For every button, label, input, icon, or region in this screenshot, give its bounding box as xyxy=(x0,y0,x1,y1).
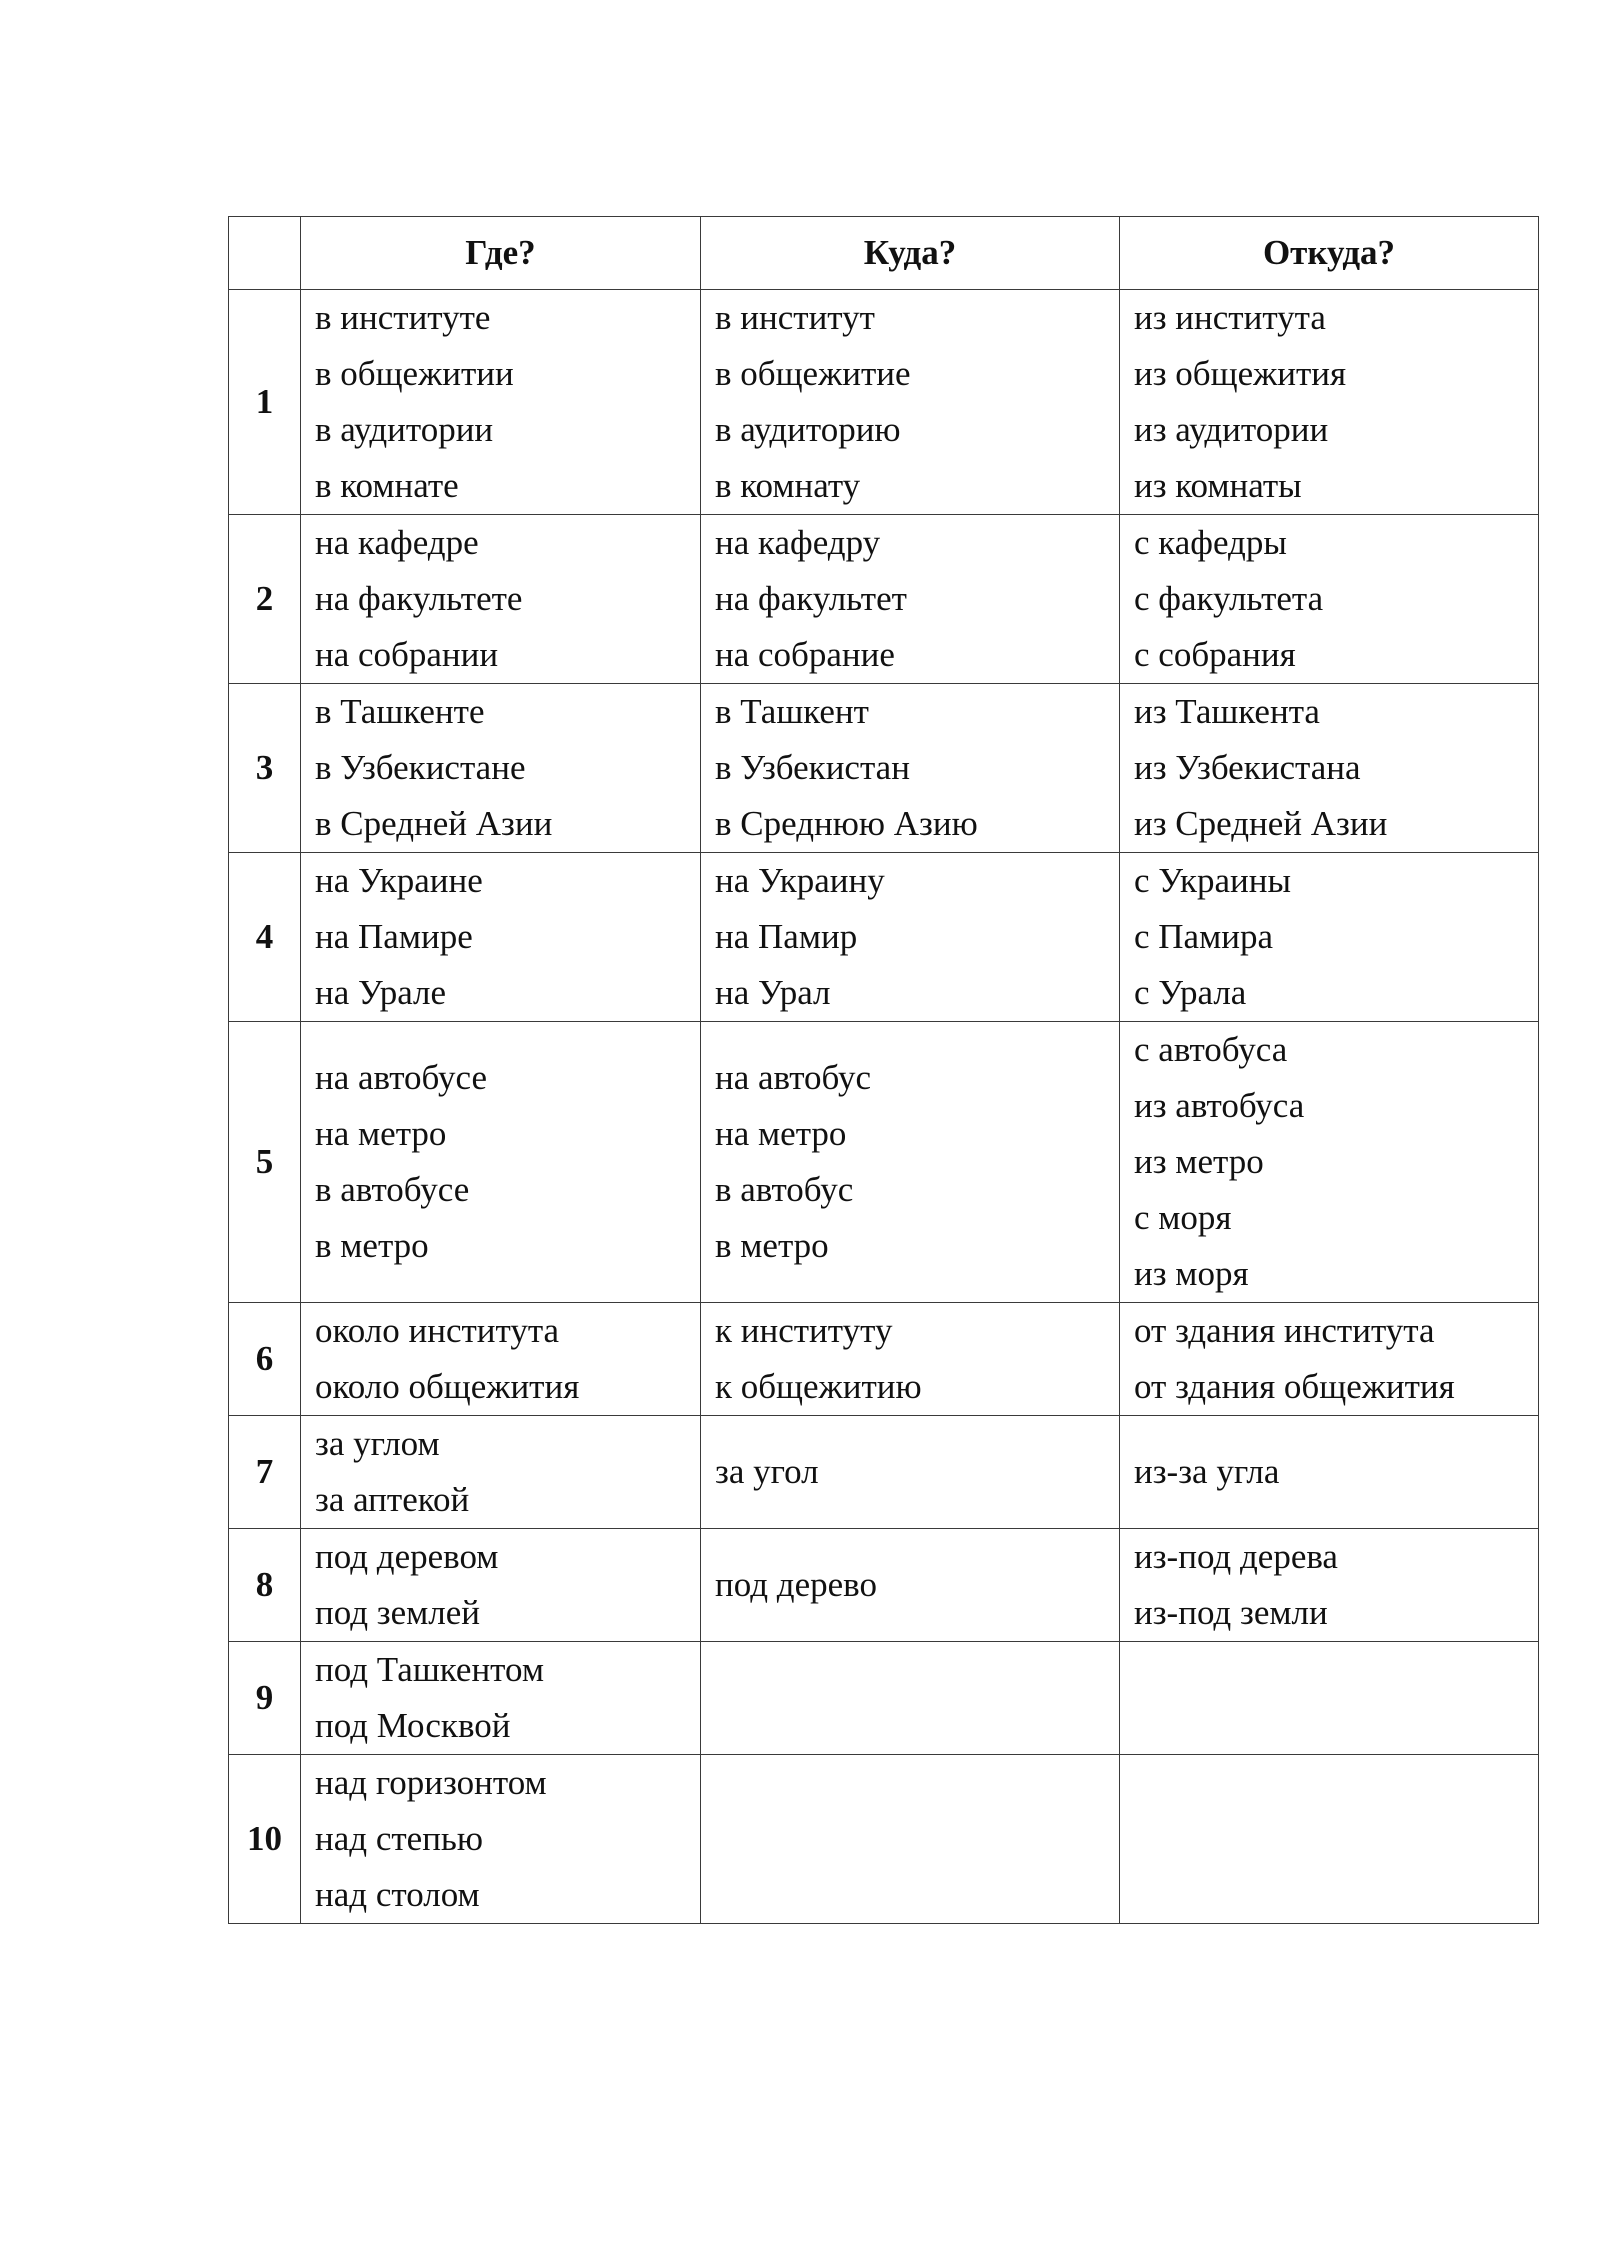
table-body xyxy=(229,290,1539,1924)
row-number: 10 xyxy=(229,1755,301,1924)
cell-where xyxy=(301,515,701,684)
cell-line: к общежитию xyxy=(715,1367,922,1406)
cell-line: в Средней Азии xyxy=(315,804,553,843)
cell-where xyxy=(301,290,701,515)
cell-line: в автобусе xyxy=(315,1170,470,1209)
cell-line: на Урал xyxy=(715,973,831,1012)
header-where: Где? xyxy=(301,217,701,290)
cell-line: за углом xyxy=(315,1424,440,1463)
cell-line: под деревом xyxy=(315,1537,499,1576)
table-row xyxy=(229,1529,1539,1642)
cell-line: в метро xyxy=(315,1226,429,1265)
cell-line: в Ташкенте xyxy=(315,692,485,731)
cell-line: из Средней Азии xyxy=(1134,804,1388,843)
cell-line: из института xyxy=(1134,298,1326,337)
cell-line: на автобусе xyxy=(315,1058,488,1097)
cell-line: на Урале xyxy=(315,973,447,1012)
row-number: 8 xyxy=(229,1529,301,1642)
cell-line: на Памир xyxy=(715,917,858,956)
cell-whereto xyxy=(701,515,1120,684)
row-number: 9 xyxy=(229,1642,301,1755)
cell-line: с автобуса xyxy=(1134,1030,1288,1069)
table-row xyxy=(229,1755,1539,1924)
cell-whereto xyxy=(701,1022,1120,1303)
cell-line: на метро xyxy=(715,1114,847,1153)
cell-from xyxy=(1120,1529,1539,1642)
cell-where xyxy=(301,1022,701,1303)
cell-line: в комнате xyxy=(315,466,459,505)
cell-line: под дерево xyxy=(715,1565,877,1604)
cell-line: из автобуса xyxy=(1134,1086,1305,1125)
cell-from xyxy=(1120,290,1539,515)
header-from: Откуда? xyxy=(1120,217,1539,290)
cell-line: в автобус xyxy=(715,1170,854,1209)
table-row xyxy=(229,853,1539,1022)
cell-whereto xyxy=(701,684,1120,853)
cell-line: от здания общежития xyxy=(1134,1367,1455,1406)
cell-line: из-под дерева xyxy=(1134,1537,1338,1576)
cell-line: с факультета xyxy=(1134,579,1324,618)
cell-where xyxy=(301,1529,701,1642)
cell-whereto xyxy=(701,1529,1120,1642)
cell-line: в аудитории xyxy=(315,410,494,449)
row-number: 5 xyxy=(229,1022,301,1303)
cell-line: из Узбекистана xyxy=(1134,748,1361,787)
table-row xyxy=(229,290,1539,515)
cell-from xyxy=(1120,1755,1539,1924)
cell-line: в комнату xyxy=(715,466,861,505)
cell-whereto xyxy=(701,1755,1120,1924)
cell-line: над столом xyxy=(315,1875,480,1914)
table-header-row xyxy=(229,217,1539,290)
table-row xyxy=(229,684,1539,853)
cell-line: за аптекой xyxy=(315,1480,470,1519)
cell-line: с собрания xyxy=(1134,635,1296,674)
cell-where xyxy=(301,853,701,1022)
cell-line: в аудиторию xyxy=(715,410,901,449)
cell-line: из общежития xyxy=(1134,354,1347,393)
cell-line: в Среднюю Азию xyxy=(715,804,978,843)
cell-line: за угол xyxy=(715,1452,819,1491)
cell-line: около общежития xyxy=(315,1367,580,1406)
cell-line: к институту xyxy=(715,1311,893,1350)
row-number: 4 xyxy=(229,853,301,1022)
table-row xyxy=(229,515,1539,684)
cell-whereto xyxy=(701,853,1120,1022)
cell-line: в общежитие xyxy=(715,354,911,393)
cell-line: из-за угла xyxy=(1134,1452,1280,1491)
cell-line: из метро xyxy=(1134,1142,1264,1181)
cell-line: в метро xyxy=(715,1226,829,1265)
cell-line: около института xyxy=(315,1311,560,1350)
cell-line: из комнаты xyxy=(1134,466,1302,505)
row-number: 1 xyxy=(229,290,301,515)
cell-line: с Украины xyxy=(1134,861,1292,900)
table-row xyxy=(229,1022,1539,1303)
cell-where xyxy=(301,1303,701,1416)
cell-line: над горизонтом xyxy=(315,1763,547,1802)
prepositions-table xyxy=(228,216,1539,1924)
cell-line: на Памире xyxy=(315,917,473,956)
cell-line: на кафедре xyxy=(315,523,479,562)
cell-from xyxy=(1120,515,1539,684)
cell-line: под Ташкентом xyxy=(315,1650,544,1689)
header-whereto: Куда? xyxy=(701,217,1120,290)
cell-line: от здания института xyxy=(1134,1311,1435,1350)
cell-line: под землей xyxy=(315,1593,481,1632)
header-num xyxy=(229,217,301,290)
cell-from xyxy=(1120,1416,1539,1529)
cell-line: на метро xyxy=(315,1114,447,1153)
cell-line: под Москвой xyxy=(315,1706,511,1745)
cell-line: из Ташкента xyxy=(1134,692,1320,731)
cell-from xyxy=(1120,1303,1539,1416)
cell-line: на собрание xyxy=(715,635,895,674)
row-number: 7 xyxy=(229,1416,301,1529)
cell-where xyxy=(301,1642,701,1755)
cell-line: в Узбекистане xyxy=(315,748,526,787)
cell-line: из моря xyxy=(1134,1254,1249,1293)
cell-line: с кафедры xyxy=(1134,523,1287,562)
cell-whereto xyxy=(701,1303,1120,1416)
cell-from xyxy=(1120,853,1539,1022)
row-number: 2 xyxy=(229,515,301,684)
table-row xyxy=(229,1303,1539,1416)
cell-line: с Памира xyxy=(1134,917,1274,956)
row-number: 6 xyxy=(229,1303,301,1416)
cell-line: в общежитии xyxy=(315,354,514,393)
cell-where xyxy=(301,1416,701,1529)
cell-line: в институте xyxy=(315,298,491,337)
cell-from xyxy=(1120,1642,1539,1755)
table-row xyxy=(229,1642,1539,1755)
cell-line: с Урала xyxy=(1134,973,1247,1012)
cell-line: на кафедру xyxy=(715,523,881,562)
cell-line: на факультете xyxy=(315,579,523,618)
cell-from xyxy=(1120,684,1539,853)
cell-line: из аудитории xyxy=(1134,410,1329,449)
cell-line: на Украине xyxy=(315,861,483,900)
cell-line: на автобус xyxy=(715,1058,872,1097)
cell-line: из-под земли xyxy=(1134,1593,1328,1632)
cell-line: в институт xyxy=(715,298,875,337)
table-row xyxy=(229,1416,1539,1529)
cell-line: в Ташкент xyxy=(715,692,869,731)
cell-whereto xyxy=(701,1416,1120,1529)
cell-line: на факультет xyxy=(715,579,907,618)
cell-line: в Узбекистан xyxy=(715,748,910,787)
cell-where xyxy=(301,1755,701,1924)
cell-line: на Украину xyxy=(715,861,885,900)
cell-whereto xyxy=(701,1642,1120,1755)
cell-line: с моря xyxy=(1134,1198,1232,1237)
row-number: 3 xyxy=(229,684,301,853)
cell-whereto xyxy=(701,290,1120,515)
cell-from xyxy=(1120,1022,1539,1303)
cell-line: над степью xyxy=(315,1819,484,1858)
cell-line: на собрании xyxy=(315,635,499,674)
cell-where xyxy=(301,684,701,853)
